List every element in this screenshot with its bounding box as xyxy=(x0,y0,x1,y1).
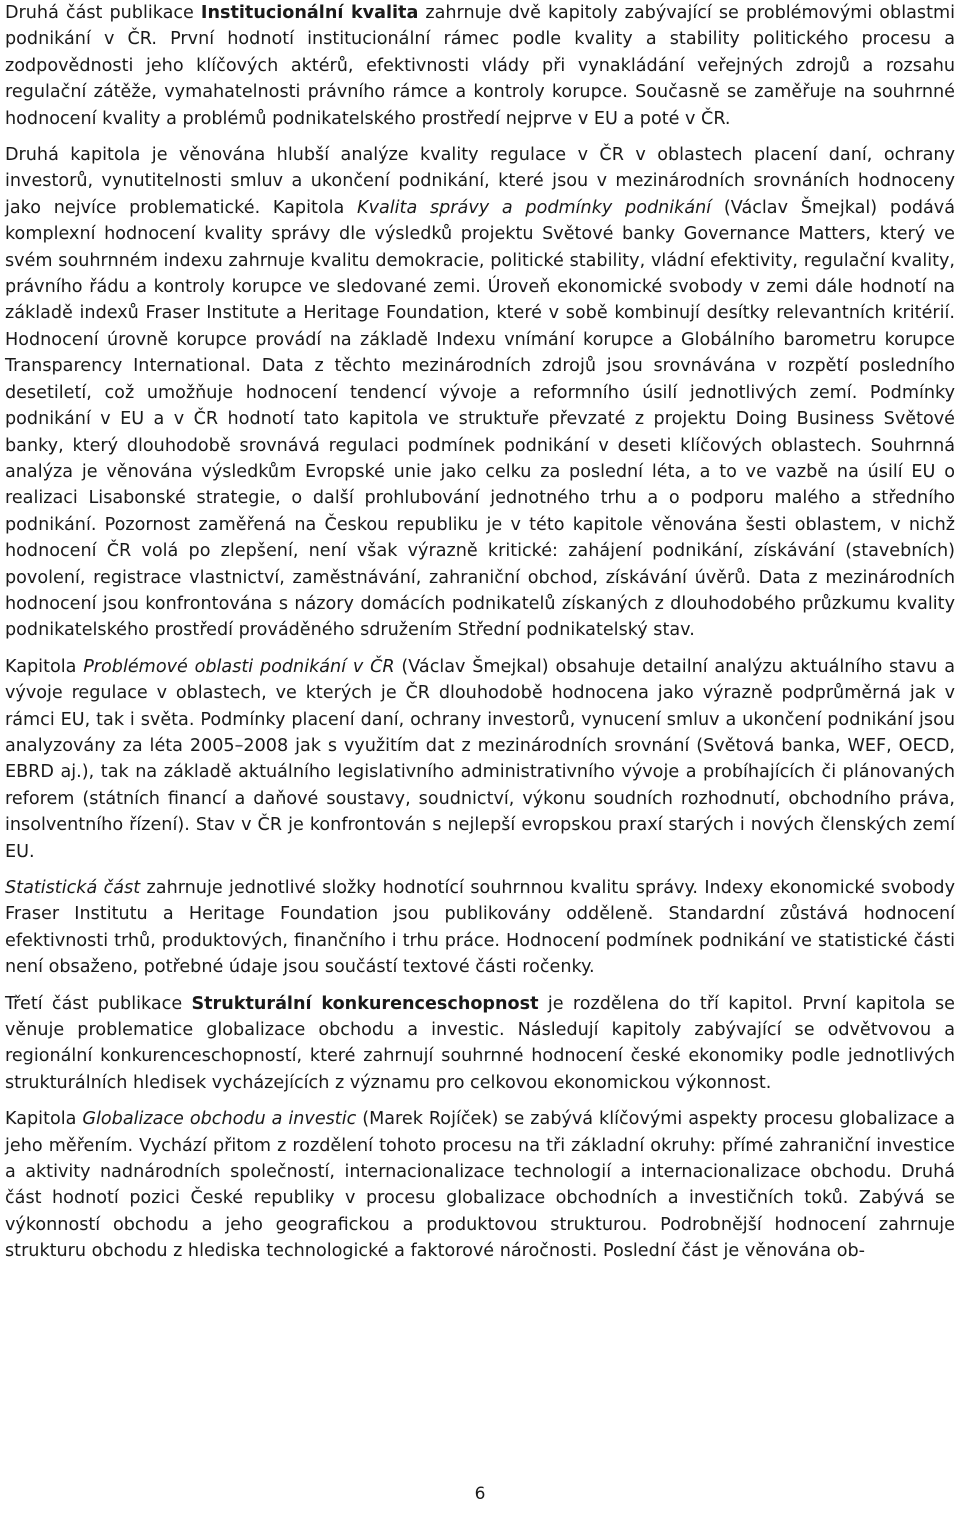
paragraph-governance-chapter xyxy=(5,142,955,644)
paragraph-globalization-chapter xyxy=(5,1106,955,1264)
bold-term: Institucionální kvalita xyxy=(200,3,419,23)
text: (Václav Šmejkal) obsahuje detailní analýzu aktuálního stavu a vývoje regulace v oblastech, ve kterých je ČR dlouhodobě hodnocena jako výrazně podprůměrná jak v rámci EU, tak i světa. Podmínky placení daní, ochrany investorů, vynucení smluv a ukončení podnikání jsou analyzovány za léta 2005–2008 jak s využitím dat z mezinárodních srovnání (Světová banka, WEF, OECD, EBRD aj.), tak na základě aktuálního legislativního administrativního vývoje a probíhajících či plánovaných reforem (státních financí a daňové soustavy, soudnictví, výkonu soudních rozhodnutí, obchodního práva, insolventního řízení). Stav v ČR je konfrontován s nejlepší evropskou praxí starých i nových členských zemí EU. xyxy=(5,656,955,862)
text: Druhá kapitola je věnována hlubší analýze kvality regulace v ČR v oblastech placení daní, ochrany investorů, vynutitelnosti smluv a ukončení podnikání, které jsou v mezinárodních srovnáních hodnoceny jako nejvíce problematické. Kapitola xyxy=(5,145,955,218)
text: zahrnuje dvě kapitoly zabývající se problémovými oblastmi podnikání v ČR. První hodnotí institucionální rámec podle kvality a stability politického procesu a zodpovědnosti jeho klíčových aktérů, efektivnosti vlády při vynakládání veřejných zdrojů a rozsahu regulační zátěže, vymahatelnosti právního rámce a kontroly korupce. Současně se zaměřuje na souhrnné hodnocení kvality a problémů podnikatelského prostředí nejprve v EU a poté v ČR. xyxy=(5,3,955,129)
page-number: 6 xyxy=(474,1484,486,1504)
paragraph-structural-competitiveness xyxy=(5,991,955,1097)
text: zahrnuje jednotlivé složky hodnotící souhrnnou kvalitu správy. Indexy ekonomické svobody Fraser Institutu a Heritage Foundation jsou publikovány odděleně. Standardní zůstává hodnocení efektivnosti trhů, produktových, finančního i trhu práce. Hodnocení podmínek podnikání ve statistické části není obsaženo, potřebné údaje jsou součástí textové části ročenky. xyxy=(5,878,956,978)
paragraph-statistical-part xyxy=(5,875,955,981)
text: Druhá část publikace xyxy=(5,3,201,23)
chapter-title: Globalizace obchodu a investic xyxy=(82,1109,357,1130)
bold-term: Strukturální konkurenceschopnost xyxy=(191,993,539,1014)
text: Třetí část publikace xyxy=(5,993,192,1014)
paragraph-problem-areas-chapter xyxy=(5,654,955,865)
text: je rozdělena do tří kapitol. První kapitola se věnuje problematice globalizace obchodu a investic. Následují kapitoly zabývající se odvětvovou a regionální konkurenceschopností, které zahrnují souhrnné hodnocení české ekonomiky podle jednotlivých strukturálních hledisek vycházejících z významu pro celkovou ekonomickou výkonnost. xyxy=(5,993,955,1093)
chapter-title: Kvalita správy a podmínky podnikání xyxy=(357,197,712,218)
section-title: Statistická část xyxy=(5,878,141,898)
chapter-title: Problémové oblasti podnikání v ČR xyxy=(83,656,395,677)
text: Kapitola xyxy=(5,656,84,677)
text: (Václav Šmejkal) podává komplexní hodnocení kvality správy dle výsledků projektu Světové banky Governance Matters, který ve svém souhrnném indexu zahrnuje kvalitu demokracie, politické stability, vládní efektivity, regulační kvality, právního řádu a kontroly korupce ve sledované zemi. Úroveň ekonomické svobody v zemi dále hodnotí na základě indexů Fraser Institute a Heritage Foundation, které v sobě kombinují desítky relevantních kritérií. Hodnocení úrovně korupce provádí na základě Indexu vnímání korupce a Globálního barometru korupce Transparency International. Data z těchto mezinárodních zdrojů jsou srovnávána v rozpětí posledního desetiletí, což umožňuje hodnocení tendencí vývoje a reformního úsilí jednotlivých zemí. Podmínky podnikání v EU a v ČR hodnotí tato kapitola ve struktuře převzaté z projektu Doing Business Světové banky, který dlouhodobě srovnává regulaci podmínek podnikání v deseti klíčových oblastech. Souhrnná analýza je věnována výsledkům Evropské unie jako celku za poslední léta, a to ve vazbě na úsilí EU o realizaci Lisabonské strategie, o další prohlubování jednotného trhu a o podporu malého a středního podnikání. Pozornost zaměřená na Českou republiku je v této kapitole věnována šesti oblastem, v nichž hodnocení ČR volá po zlepšení, není však výrazně kritické: zahájení podnikání, získávání (stavebních) povolení, registrace vlastnictví, zaměstnávání, zahraniční obchod, získávání úvěrů. Data z mezinárodních hodnocení jsou konfrontována s názory domácích podnikatelů získaných z dlouhodobého průzkumu kvality podnikatelského prostředí prováděného sdružením Střední podnikatelský stav. xyxy=(5,197,955,641)
text: (Marek Rojíček) se zabývá klíčovými aspekty procesu globalizace a jeho měřením. Vychází přitom z rozdělení tohoto procesu na tři základní okruhy: přímé zahraniční investice a aktivity nadnárodních společností, internacionalizace technologií a internacionalizace obchodu. Druhá část hodnotí pozici České republiky v procesu globalizace obchodních a investičních toků. Zabývá se výkonností obchodu a jeho geografickou a produktovou strukturou. Podrobnější hodnocení zahrnuje strukturu obchodu z hlediska technologické a faktorové náročnosti. Poslední část je věnována ob- xyxy=(5,1109,955,1262)
text: Kapitola xyxy=(5,1109,83,1130)
paragraph-institutional-quality-intro xyxy=(5,0,955,132)
document-page xyxy=(5,0,955,1265)
